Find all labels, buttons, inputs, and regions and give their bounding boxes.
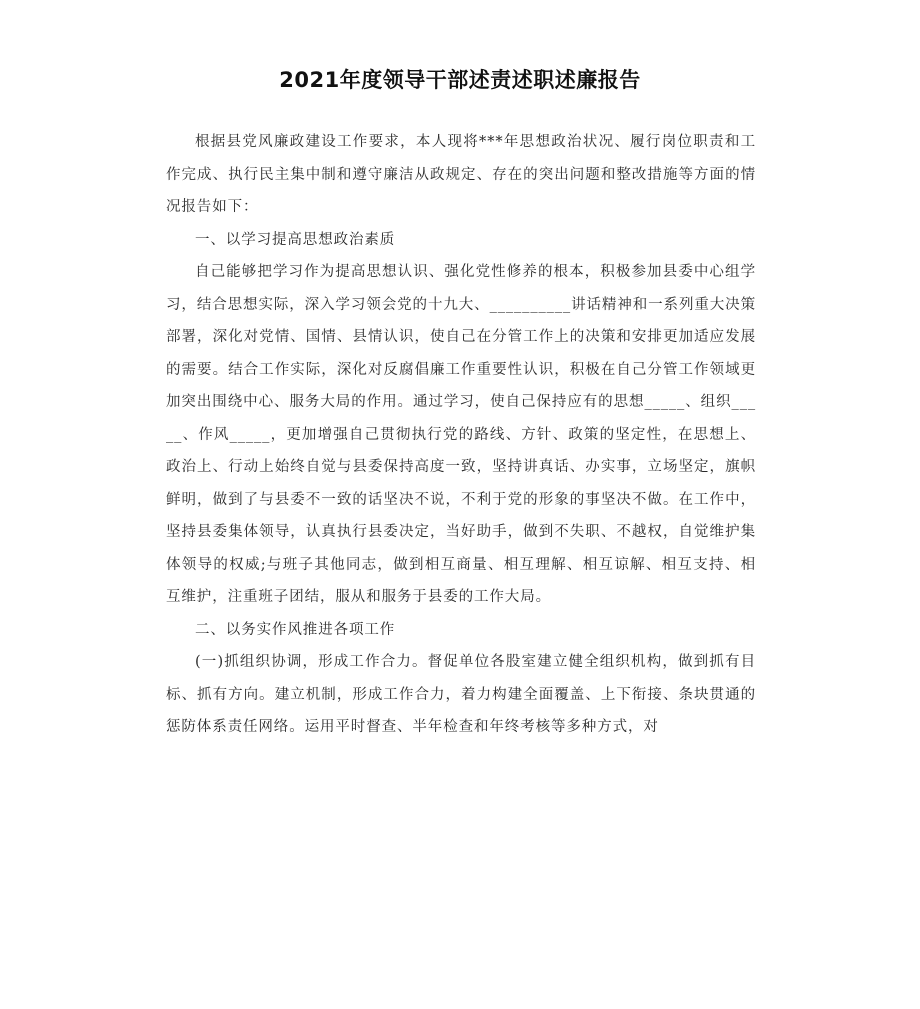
section-heading-2: 二、以务实作风推进各项工作	[195, 621, 396, 638]
section-heading-1: 一、以学习提高思想政治素质	[195, 231, 396, 248]
document-title: 2021年度领导干部述责述职述廉报告	[279, 68, 641, 92]
intro-paragraph: 根据县党风廉政建设工作要求，本人现将***年思想政治状况、履行岗位职责和工作完成、执行民主集中制和遵守廉洁从政规定、存在的突出问题和整改措施等方面的情况报告如下：	[166, 134, 756, 215]
document-body	[166, 126, 756, 744]
section-2-paragraph: (一)抓组织协调，形成工作合力。督促单位各股室建立健全组织机构，做到抓有目标、抓有方向。建立机制，形成工作合力，着力构建全面覆盖、上下衔接、条块贯通的惩防体系责任网络。运用平时督查、半年检查和年终考核等多种方式，对	[166, 654, 756, 735]
section-1-paragraph: 自己能够把学习作为提高思想认识、强化党性修养的根本，积极参加县委中心组学习，结合思想实际，深入学习领会党的十九大、__________讲话精神和一系列重大决策部署，深化对党情、国情、县情认识，使自己在分管工作上的决策和安排更加适应发展的需要。结合工作实际，深化对反腐倡廉工作重要性认识，积极在自己分管工作领域更加突出围绕中心、服务大局的作用。通过学习，使自己保持应有的思想_____、组织_____、作风_____，更加增强自己贯彻执行党的路线、方针、政策的坚定性，在思想上、政治上、行动上始终自觉与县委保持高度一致，坚持讲真话、办实事，立场坚定，旗帜鲜明，做到了与县委不一致的话坚决不说，不利于党的形象的事坚决不做。在工作中，坚持县委集体领导，认真执行县委决定，当好助手，做到不失职、不越权，自觉维护集体领导的权威;与班子其他同志，做到相互商量、相互理解、相互谅解、相互支持、相互维护，注重班子团结，服从和服务于县委的工作大局。	[166, 264, 756, 605]
